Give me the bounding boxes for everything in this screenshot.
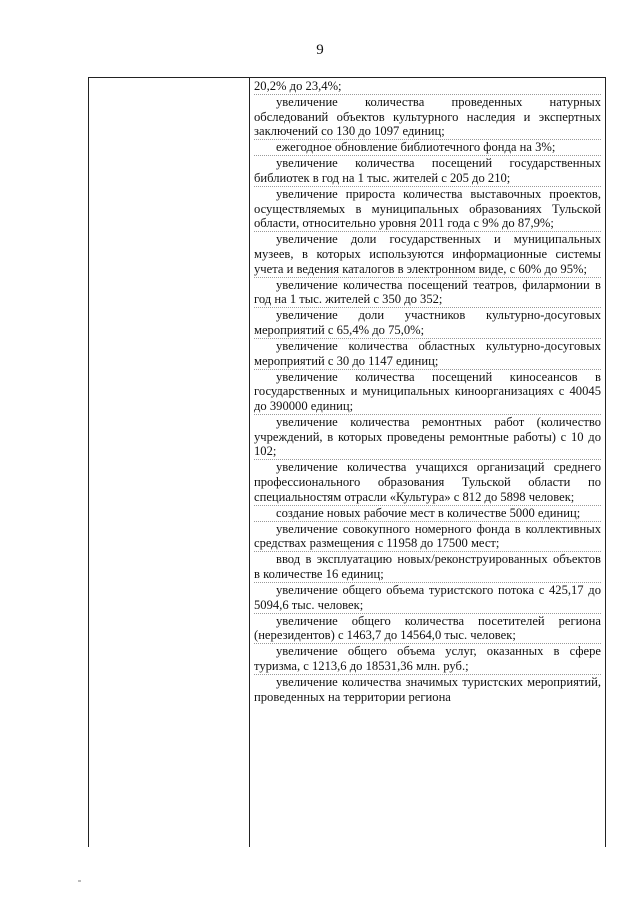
list-item: увеличение прироста количества выставочных проектов, осуществляемых в муниципальных образованиях Тульской области, относительно уровня 2011 года с 9% до 87,9%; — [254, 187, 601, 232]
list-item: создание новых рабочие мест в количестве 5000 единиц; — [254, 506, 601, 522]
list-item: увеличение количества областных культурно-досуговых мероприятий с 30 до 1147 единиц; — [254, 339, 601, 370]
indicators-table — [88, 77, 606, 847]
list-item: увеличение количества учащихся организаций среднего профессионального образования Тульской области по специальностям отрасли «Культура» с 812 до 5898 человек; — [254, 460, 601, 505]
list-item: увеличение доли участников культурно-досуговых мероприятий с 65,4% до 75,0%; — [254, 308, 601, 339]
scan-speck — [78, 880, 81, 882]
page-number: 9 — [316, 42, 324, 58]
list-item: ввод в эксплуатацию новых/реконструированных объектов в количестве 16 единиц; — [254, 552, 601, 583]
list-item: увеличение общего объема туристского потока с 425,17 до 5094,6 тыс. человек; — [254, 583, 601, 614]
list-item: увеличение общего объема услуг, оказанных в сфере туризма, с 1213,6 до 18531,36 млн. руб.; — [254, 644, 601, 675]
list-item: увеличение количества посещений театров, филармонии в год на 1 тыс. жителей с 350 до 352; — [254, 278, 601, 309]
list-item: увеличение доли государственных и муниципальных музеев, в которых используются информационные системы учета и ведения каталогов в электронном виде, с 60% до 95%; — [254, 232, 601, 277]
list-item: увеличение количества ремонтных работ (количество учреждений, в которых проведены ремонтные работы) с 10 до 102; — [254, 415, 601, 460]
table-right-column — [250, 78, 605, 847]
list-item: 20,2% до 23,4%; — [254, 79, 601, 95]
list-item: ежегодное обновление библиотечного фонда на 3%; — [254, 140, 601, 156]
list-item: увеличение количества посещений киносеансов в государственных и муниципальных киноорганизациях с 40045 до 390000 единиц; — [254, 370, 601, 415]
list-item: увеличение количества посещений государственных библиотек в год на 1 тыс. жителей с 205 до 210; — [254, 156, 601, 187]
list-item: увеличение совокупного номерного фонда в коллективных средствах размещения с 11958 до 17500 мест; — [254, 522, 601, 553]
list-item: увеличение общего количества посетителей региона (нерезидентов) с 1463,7 до 14564,0 тыс. человек; — [254, 614, 601, 645]
table-left-column — [89, 78, 250, 847]
list-item: увеличение количества значимых туристских мероприятий, проведенных на территории региона — [254, 675, 601, 704]
list-item: увеличение количества проведенных натурных обследований объектов культурного наследия и экспертных заключений со 130 до 1097 единиц; — [254, 95, 601, 140]
